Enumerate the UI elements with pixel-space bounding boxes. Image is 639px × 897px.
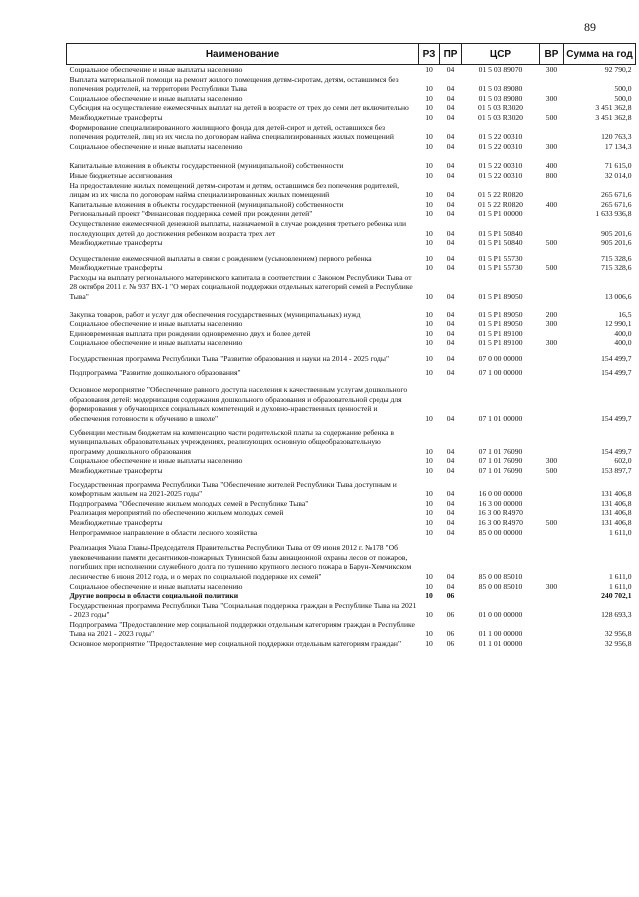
row-sum: 12 990,1: [604, 319, 632, 329]
row-sum: 715 328,6: [601, 263, 632, 273]
row-pr: 04: [446, 238, 455, 248]
row-pr: 04: [446, 161, 455, 171]
row-name: Единовременная выплата при рождении одновременно двух и более детей: [69, 328, 311, 338]
row-vr: [540, 537, 564, 581]
row-vr: [540, 219, 564, 238]
row-vr: [540, 620, 564, 639]
row-pr: 04: [446, 84, 455, 94]
row-csr: 85 0 00 85010: [478, 571, 523, 581]
row-sum: 500,0: [614, 93, 632, 103]
table-row: [67, 75, 636, 94]
row-vr: [540, 209, 564, 219]
row-pr: 04: [446, 209, 455, 219]
table-row: [67, 151, 636, 171]
row-name: Социальное обеспечение и иные выплаты населению: [69, 141, 243, 151]
row-rz: 10: [425, 629, 433, 639]
header-sum: Сумма на год: [564, 44, 636, 65]
row-csr: 07 1 01 76090: [478, 446, 523, 456]
row-pr: 04: [446, 309, 455, 319]
table-header-row: [67, 44, 636, 65]
table-row: [67, 518, 636, 528]
table-row: [67, 273, 636, 302]
row-rz: 10: [425, 65, 433, 74]
row-csr: 07 1 01 76090: [478, 456, 523, 466]
row-rz: 10: [425, 414, 433, 423]
row-name: Осуществление ежемесячной выплаты в связи с рождением (усыновлением) первого ребенка: [69, 253, 372, 263]
table-row: [67, 476, 636, 499]
row-sum: 1 611,0: [609, 581, 632, 591]
row-name: Расходы на выплату регионального материнского капитала в соответствии с Законом Республики Тыва от 28 октября 2011 г. № 937 ВХ-1 "О мерах социальной поддержки отдельных категорий семей в Республике Тыва": [69, 272, 413, 302]
table-row: [67, 103, 636, 113]
table-row: [67, 338, 636, 348]
row-sum: 92 790,2: [604, 65, 632, 74]
table-row: [67, 348, 636, 364]
row-sum: 240 702,1: [601, 591, 632, 601]
row-rz: 10: [425, 338, 433, 348]
row-csr: 16 0 00 00000: [478, 489, 523, 499]
row-rz: 10: [425, 228, 433, 238]
header-pr: ПР: [440, 44, 462, 65]
row-name: Другие вопросы в области социальной политики: [69, 591, 239, 601]
row-vr: [540, 348, 564, 364]
row-name: Закупка товаров, работ и услуг для обеспечения государственных (муниципальных) нужд: [69, 309, 361, 319]
row-csr: 01 5 22 00310: [478, 170, 523, 180]
row-csr: 01 5 03 89080: [478, 84, 523, 94]
row-rz: 10: [425, 190, 433, 200]
row-sum: 602,0: [614, 456, 632, 466]
row-pr: 04: [446, 328, 455, 338]
row-rz: 10: [425, 263, 433, 273]
row-rz: 10: [425, 112, 433, 122]
row-vr: 300: [545, 141, 558, 151]
row-pr: 04: [446, 508, 455, 518]
table-row: [67, 424, 636, 457]
row-rz: 10: [425, 517, 433, 527]
row-pr: 04: [446, 292, 455, 302]
table-row: [67, 238, 636, 248]
row-rz: 10: [425, 84, 433, 94]
row-rz: 10: [425, 498, 433, 508]
row-pr: 04: [446, 354, 455, 364]
row-pr: 04: [446, 199, 455, 209]
row-pr: 06: [446, 629, 455, 639]
row-csr: 01 5 22 R0820: [478, 190, 523, 200]
row-rz: 10: [425, 309, 433, 319]
row-sum: 13 006,6: [604, 292, 632, 302]
table-row: [67, 171, 636, 181]
row-vr: [540, 639, 564, 649]
row-rz: 10: [425, 639, 433, 649]
row-csr: 01 5 P1 55730: [478, 263, 523, 273]
row-rz: 10: [425, 170, 433, 180]
row-name: Формирование специализированного жилищного фонда для детей-сирот и детей, оставшихся без попечения родителей, лиц из их числа по договорам найма специализированных жилых помещений: [69, 122, 394, 142]
row-csr: 16 3 00 R4970: [478, 508, 523, 518]
row-name: Межбюджетные трансферты: [69, 238, 163, 248]
table-row: [67, 209, 636, 219]
row-rz: 10: [425, 581, 433, 591]
row-rz: 10: [425, 141, 433, 151]
row-name: Иные бюджетные ассигнования: [69, 170, 173, 180]
row-sum: 400,0: [614, 338, 632, 348]
row-csr: 01 5 P1 89050: [478, 292, 523, 302]
row-name: Осуществление ежемесячной денежной выплаты, назначаемой в случае рождения третьего ребенка или последующих детей до достижения ребенком возраста трех лет: [69, 218, 407, 238]
row-vr: [540, 377, 564, 423]
row-pr: 04: [446, 446, 455, 456]
row-sum: 131 406,8: [601, 517, 632, 527]
row-sum: 1 611,0: [609, 527, 632, 537]
row-name: Государственная программа Республики Тыва "Обеспечение жителей Республики Тыва доступным и комфортным жильем на 2021-2025 годы": [69, 479, 397, 499]
row-pr: 04: [446, 132, 455, 142]
row-vr: [540, 601, 564, 620]
row-vr: 300: [545, 319, 558, 329]
row-name: Региональный проект "Финансовая поддержка семей при рождении детей": [69, 209, 313, 219]
row-pr: 04: [446, 517, 455, 527]
row-pr: 04: [446, 112, 455, 122]
row-name: Подпрограмма "Предоставление мер социальной поддержки отдельным категориям граждан в Республике Тыва на 2021 - 2023 годы": [69, 619, 415, 639]
row-name: Межбюджетные трансферты: [69, 517, 163, 527]
row-vr: 400: [545, 161, 558, 171]
row-vr: 500: [545, 238, 558, 248]
row-vr: [540, 248, 564, 264]
row-pr: 04: [446, 263, 455, 273]
row-csr: 85 0 00 85010: [478, 581, 523, 591]
row-sum: 17 134,3: [604, 141, 632, 151]
table-row: [67, 181, 636, 200]
table-row: [67, 601, 636, 620]
row-rz: 10: [425, 508, 433, 518]
table-row: [67, 263, 636, 273]
row-name: Реализация Указа Главы-Председателя Правительства Республики Тыва от 09 июня 2012 г. №178 "Об увековечивании памяти десантников-пожарных Тувинской базы авиационной охраны лесов от пожаров, погибших при исполнении служебного долга по тушению крупного лесного пожара в Барун-Хемчикском лесничестве 6 июня 2012 года, и о мерах по социальной поддержке их семей": [69, 543, 412, 581]
row-rz: 10: [425, 253, 433, 263]
row-rz: 10: [425, 610, 433, 620]
table-row: [67, 248, 636, 264]
row-vr: 500: [545, 263, 558, 273]
table-row: [67, 620, 636, 639]
row-pr: 04: [446, 581, 455, 591]
row-rz: 10: [425, 465, 433, 475]
row-vr: [540, 476, 564, 499]
row-name: Социальное обеспечение и иные выплаты населению: [69, 93, 243, 103]
row-vr: [540, 424, 564, 457]
row-sum: 16,5: [618, 309, 632, 319]
row-csr: 01 5 P1 55730: [478, 253, 523, 263]
table-row: [67, 508, 636, 518]
row-csr: 85 0 00 00000: [478, 527, 523, 537]
row-csr: 01 5 22 00310: [478, 141, 523, 151]
row-rz: 10: [425, 93, 433, 103]
row-sum: 32 956,8: [604, 629, 632, 639]
row-name: На предоставление жилых помещений детям-сиротам и детям, оставшимся без попечения родителей, лицам из их числа по договорам найма специализированных жилых помещений: [69, 180, 399, 200]
row-sum: 131 406,8: [601, 489, 632, 499]
row-csr: 01 5 22 00310: [478, 161, 523, 171]
table-row: [67, 364, 636, 378]
row-vr: 300: [545, 581, 558, 591]
row-sum: 154 499,7: [601, 446, 632, 456]
row-vr: [540, 75, 564, 94]
row-sum: 154 499,7: [601, 354, 632, 364]
row-sum: 154 499,7: [601, 367, 632, 377]
row-csr: 01 5 P1 89100: [478, 328, 523, 338]
row-csr: 07 0 00 00000: [478, 354, 523, 364]
table-row: [67, 123, 636, 142]
row-csr: 01 5 P1 00000: [478, 209, 523, 219]
row-pr: 04: [446, 170, 455, 180]
header-name: Наименование: [67, 44, 419, 65]
row-sum: 500,0: [614, 84, 632, 94]
row-pr: 04: [446, 367, 455, 377]
row-csr: 01 5 P1 89100: [478, 338, 523, 348]
row-pr: 04: [446, 65, 455, 74]
row-sum: 715 328,6: [601, 253, 632, 263]
table-row: [67, 377, 636, 423]
row-pr: 06: [446, 610, 455, 620]
row-vr: 300: [545, 93, 558, 103]
row-sum: 120 763,3: [601, 132, 632, 142]
row-vr: [540, 181, 564, 200]
table-row: [67, 219, 636, 238]
table-row: [67, 142, 636, 152]
row-vr: [540, 123, 564, 142]
row-csr: [462, 591, 540, 601]
row-name: Социальное обеспечение и иные выплаты населению: [69, 338, 243, 348]
row-sum: 128 693,3: [601, 610, 632, 620]
row-sum: 1 611,0: [609, 571, 632, 581]
row-rz: 10: [425, 238, 433, 248]
row-sum: 153 897,7: [601, 465, 632, 475]
row-vr: [540, 364, 564, 378]
row-name: Социальное обеспечение и иные выплаты населению: [69, 65, 243, 74]
row-rz: 10: [425, 103, 433, 113]
row-csr: 01 5 03 89080: [478, 93, 523, 103]
row-pr: 04: [446, 489, 455, 499]
row-rz: 10: [425, 292, 433, 302]
table-row: [67, 113, 636, 123]
row-name: Основное мероприятие "Обеспечение равного доступа населения к качественным услугам дошкольного образования детей: модернизация содержания дошкольного образования и образовательной среды для формирования у обучающихся социальных компетенций и духовно-нравственных ценностей и обеспечения готовности к обучению в школе": [69, 385, 408, 423]
row-vr: [540, 528, 564, 538]
row-name: Выплата материальной помощи на ремонт жилого помещения детям-сиротам, детям, оставшимся без попечения родителей, на территории Республики Тыва: [69, 74, 399, 94]
row-rz: 10: [425, 527, 433, 537]
row-csr: 01 0 00 00000: [478, 610, 523, 620]
row-csr: 01 5 P1 89050: [478, 319, 523, 329]
table-body: [67, 65, 636, 649]
row-name: Реализация мероприятий по обеспечению жильем молодых семей: [69, 508, 284, 518]
row-csr: 01 5 22 00310: [478, 132, 523, 142]
table-row: [67, 456, 636, 466]
row-sum: 3 451 362,8: [595, 103, 632, 113]
row-csr: 01 5 03 R3020: [478, 103, 523, 113]
row-vr: [540, 499, 564, 509]
row-rz: 10: [425, 446, 433, 456]
row-name: Субсидия на осуществление ежемесячных выплат на детей в возрасте от трех до семи лет включительно: [69, 103, 409, 113]
header-rz: РЗ: [419, 44, 440, 65]
row-vr: 300: [545, 338, 558, 348]
row-vr: [540, 591, 564, 601]
row-name: Межбюджетные трансферты: [69, 465, 163, 475]
row-pr: 04: [446, 338, 455, 348]
row-rz: 10: [425, 489, 433, 499]
row-csr: 01 5 P1 50840: [478, 228, 523, 238]
table-row: [67, 200, 636, 210]
row-rz: 10: [425, 319, 433, 329]
row-name: Основное мероприятие "Предоставление мер социальной поддержки отдельным категориям граждан": [69, 639, 402, 649]
table-row: [67, 537, 636, 581]
table-row: [67, 639, 636, 649]
row-sum: 265 671,6: [601, 190, 632, 200]
row-vr: [540, 508, 564, 518]
table-row: [67, 94, 636, 104]
table-row: [67, 302, 636, 320]
row-csr: 01 1 01 00000: [478, 639, 523, 649]
row-sum: 154 499,7: [601, 414, 632, 423]
row-rz: 10: [425, 571, 433, 581]
row-csr: 01 5 03 89070: [478, 65, 523, 74]
row-pr: 04: [446, 93, 455, 103]
row-vr: [540, 273, 564, 302]
row-vr: 500: [545, 517, 558, 527]
row-sum: 3 451 362,8: [595, 112, 632, 122]
row-csr: 16 3 00 00000: [478, 498, 523, 508]
row-vr: [540, 329, 564, 339]
row-sum: 32 014,0: [604, 170, 632, 180]
row-name: Межбюджетные трансферты: [69, 112, 163, 122]
row-pr: 04: [446, 527, 455, 537]
row-pr: 04: [446, 141, 455, 151]
table-row: [67, 591, 636, 601]
budget-table: [66, 43, 636, 649]
row-rz: 10: [425, 132, 433, 142]
table-row: [67, 319, 636, 329]
row-name: Государственная программа Республики Тыва "Социальная поддержка граждан в Республике Тыва на 2021 - 2023 годы": [69, 600, 417, 620]
table-row: [67, 582, 636, 592]
row-pr: 04: [446, 498, 455, 508]
row-vr: 300: [545, 456, 558, 466]
row-sum: 32 956,8: [604, 639, 632, 649]
table-row: [67, 499, 636, 509]
row-csr: 01 5 22 R0820: [478, 199, 523, 209]
row-vr: 500: [545, 465, 558, 475]
row-name: Субвенции местным бюджетам на компенсацию части родительской платы за содержание ребенка в муниципальных образовательных учреждениях, реализующих основную общеобразовательную программу дошкольного образования: [69, 427, 394, 456]
row-pr: 06: [446, 591, 455, 601]
row-rz: 10: [425, 591, 433, 601]
row-csr: 07 1 01 00000: [478, 414, 523, 423]
row-rz: 10: [425, 354, 433, 364]
row-vr: 200: [545, 309, 558, 319]
row-rz: 10: [425, 161, 433, 171]
row-pr: 06: [446, 639, 455, 649]
row-pr: 04: [446, 456, 455, 466]
row-vr: 300: [545, 65, 558, 74]
row-name: Капитальные вложения в объекты государственной (муниципальной) собственности: [69, 161, 344, 171]
row-csr: 07 1 01 76090: [478, 465, 523, 475]
row-name: Подпрограмма "Обеспечение жильем молодых семей в Республике Тыва": [69, 498, 309, 508]
row-csr: 01 5 P1 50840: [478, 238, 523, 248]
row-sum: 71 615,0: [604, 161, 632, 171]
row-pr: 04: [446, 190, 455, 200]
row-rz: 10: [425, 199, 433, 209]
row-vr: 800: [545, 170, 558, 180]
row-sum: 131 406,8: [601, 508, 632, 518]
row-name: Социальное обеспечение и иные выплаты населению: [69, 581, 243, 591]
row-csr: 16 3 00 R4970: [478, 517, 523, 527]
row-name: Социальное обеспечение и иные выплаты населению: [69, 319, 243, 329]
row-rz: 10: [425, 367, 433, 377]
row-name: Межбюджетные трансферты: [69, 263, 163, 273]
row-pr: 04: [446, 571, 455, 581]
row-name: Непрограммное направление в области лесного хозяйства: [69, 527, 258, 537]
row-pr: 04: [446, 414, 455, 423]
row-pr: 04: [446, 253, 455, 263]
table-row: [67, 65, 636, 75]
row-sum: 131 406,8: [601, 498, 632, 508]
header-vr: ВР: [540, 44, 564, 65]
row-rz: 10: [425, 456, 433, 466]
row-name: Государственная программа Республики Тыва "Развитие образования и науки на 2014 - 2025 годы": [69, 354, 390, 364]
header-csr: ЦСР: [462, 44, 540, 65]
row-name: Социальное обеспечение и иные выплаты населению: [69, 456, 243, 466]
page-number: 89: [584, 20, 596, 34]
row-name: Подпрограмма "Развитие дошкольного образования": [69, 367, 241, 377]
row-pr: 04: [446, 465, 455, 475]
row-rz: 10: [425, 328, 433, 338]
row-pr: 04: [446, 319, 455, 329]
row-pr: 04: [446, 228, 455, 238]
row-csr: 07 1 00 00000: [478, 367, 523, 377]
row-sum: 265 671,6: [601, 199, 632, 209]
row-vr: 500: [545, 112, 558, 122]
row-csr: 01 1 00 00000: [478, 629, 523, 639]
row-csr: 01 5 P1 89050: [478, 309, 523, 319]
row-vr: 400: [545, 199, 558, 209]
table-row: [67, 528, 636, 538]
row-vr: [540, 103, 564, 113]
table-row: [67, 466, 636, 476]
row-csr: 01 5 03 R3020: [478, 112, 523, 122]
row-sum: 905 201,6: [601, 228, 632, 238]
row-sum: 905 201,6: [601, 238, 632, 248]
row-rz: 10: [425, 209, 433, 219]
row-pr: 04: [446, 103, 455, 113]
row-sum: 1 633 936,8: [595, 209, 632, 219]
row-sum: 400,0: [614, 328, 632, 338]
row-name: Капитальные вложения в объекты государственной (муниципальной) собственности: [69, 199, 344, 209]
table-row: [67, 329, 636, 339]
